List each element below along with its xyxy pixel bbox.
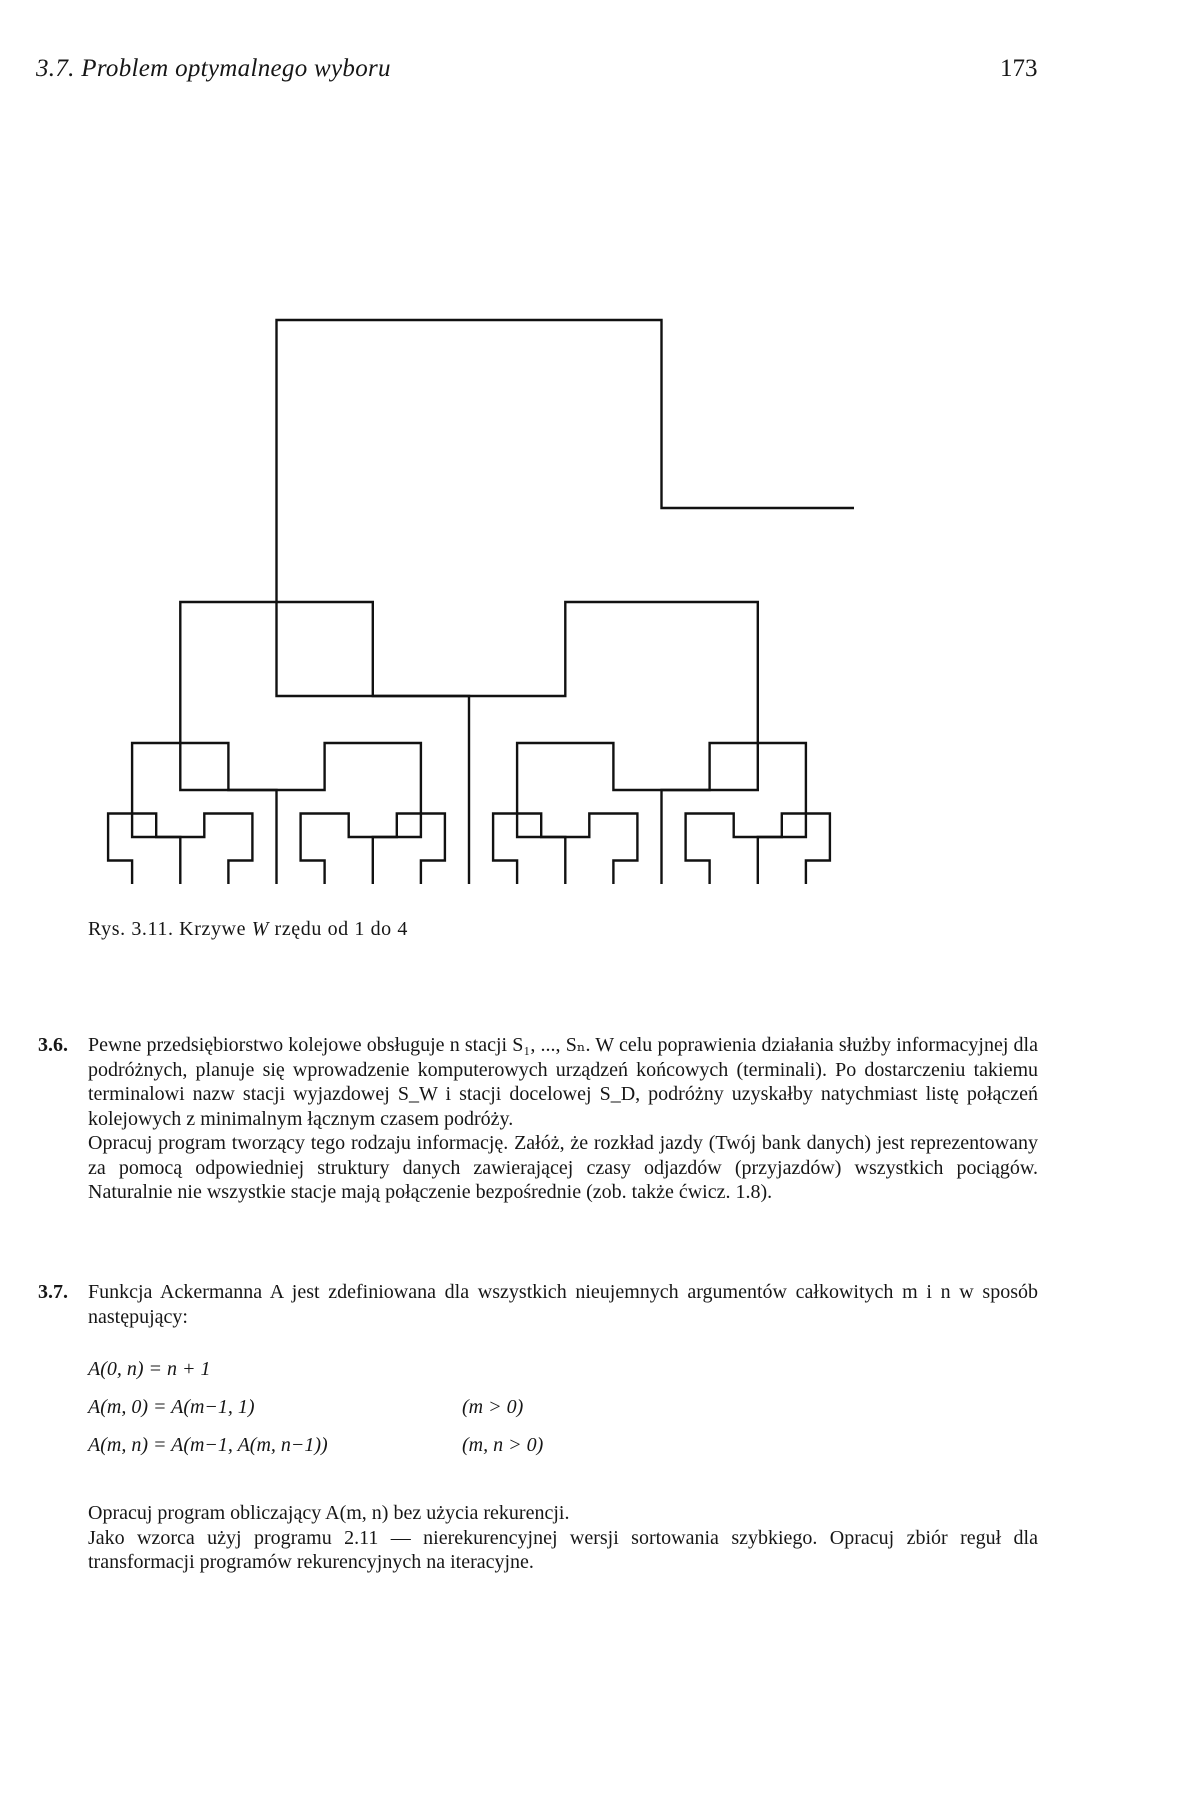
- ackermann-definition: [88, 1357, 1038, 1471]
- formula-condition: (m, n > 0): [462, 1434, 544, 1456]
- formula-condition: (m > 0): [462, 1396, 524, 1418]
- w-curves-drawing: [84, 132, 854, 884]
- running-title: 3.7. Problem optymalnego wyboru: [36, 55, 391, 82]
- page-number: 173: [1000, 55, 1038, 82]
- exercise-3-7: [38, 1280, 1038, 1575]
- figure-caption: [88, 918, 408, 941]
- formula-expression: A(m, n) = A(m−1, A(m, n−1)): [88, 1434, 328, 1456]
- exercise-intro: Funkcja Ackermanna A jest zdefiniowana dla wszystkich nieujemnych argumentów całkowitych m i n w sposób następujący:: [88, 1281, 1038, 1328]
- w-curve-order-4: [108, 814, 854, 885]
- formula-row: [88, 1357, 1038, 1395]
- formula-expression: A(m, 0) = A(m−1, 1): [88, 1396, 255, 1418]
- exercise-number: 3.7.: [38, 1281, 68, 1303]
- formula-row: [88, 1433, 1038, 1471]
- formula-expression: A(0, n) = n + 1: [88, 1358, 211, 1380]
- exercise-paragraph: Jako wzorca użyj programu 2.11 — nierekurencyjnej wersji sortowania szybkiego. Opracuj zbiór reguł dla transformacji programów rekurencyjnych na iteracyjne.: [88, 1526, 1038, 1573]
- exercise-paragraph: Pewne przedsiębiorstwo kolejowe obsługuje n stacji S₁, ..., Sₙ. W celu poprawienia działania służby informacyjnej dla podróżnych, planuje się wprowadzenie komputerowych urządzeń końcowych (terminali). Po dostarczeniu takiemu terminalowi nazw stacji wyjazdowej S_W i stacji docelowej S_D, podróżny uzyskałby natychmiast listę połączeń kolejowych z minimalnym łącznym czasem podróży.: [88, 1034, 1038, 1130]
- exercise-3-6: [38, 1033, 1038, 1205]
- exercise-paragraph: Opracuj program tworzący tego rodzaju informację. Załóż, że rozkład jazdy (Twój bank danych) jest reprezentowany za pomocą odpowiedniej struktury danych zawierającej czasy odjazdów (przyjazdów) wszystkich pociągów. Naturalnie nie wszystkie stacje mają połączenie bezpośrednie (zob. także ćwicz. 1.8).: [88, 1132, 1038, 1203]
- w-curves-figure: [84, 132, 854, 884]
- caption-suffix: rzędu od 1 do 4: [268, 918, 408, 940]
- caption-prefix: Rys. 3.11. Krzywe: [88, 918, 252, 940]
- exercise-number: 3.6.: [38, 1034, 68, 1056]
- exercise-paragraph: Opracuj program obliczający A(m, n) bez użycia rekurencji.: [88, 1502, 570, 1524]
- formula-row: [88, 1395, 1038, 1433]
- caption-symbol: W: [251, 918, 269, 940]
